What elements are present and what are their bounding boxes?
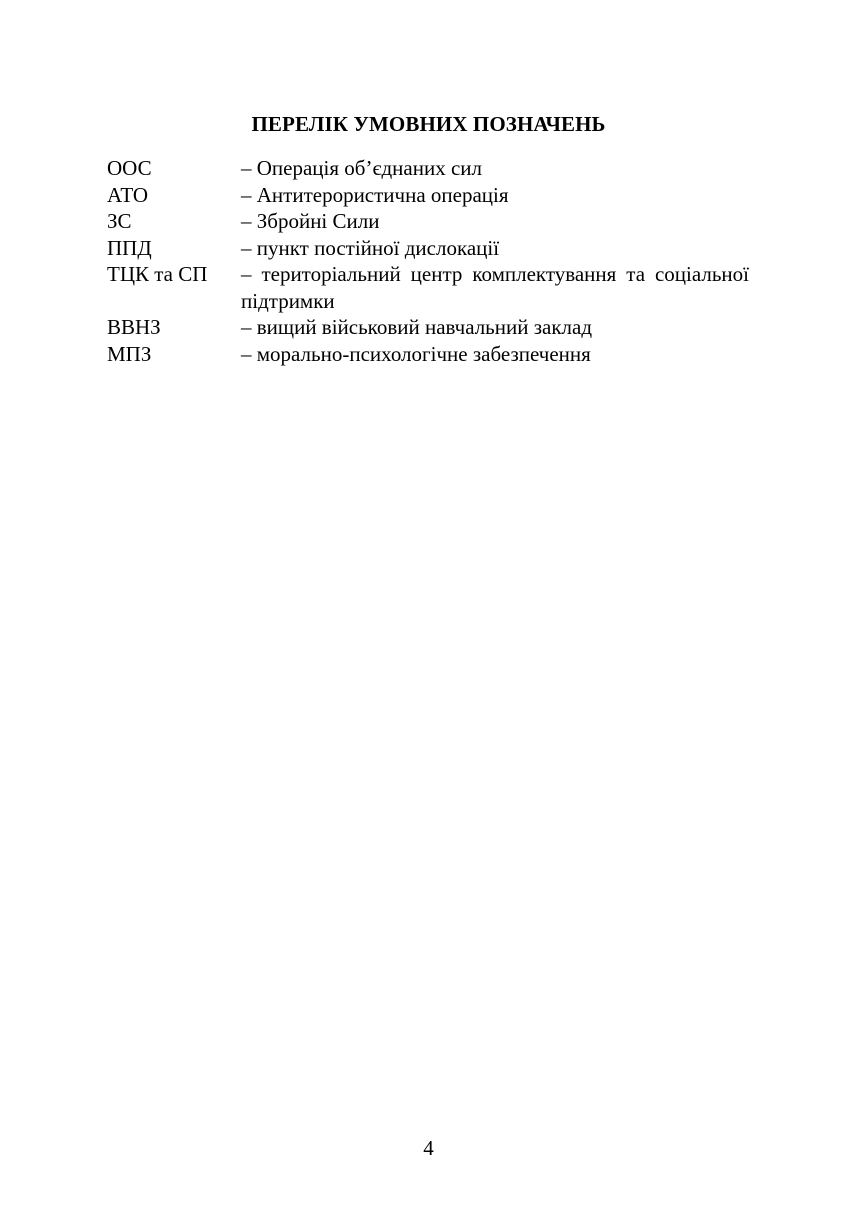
abbreviation-row	[107, 235, 749, 262]
abbreviation-term: ППД	[107, 235, 152, 260]
abbreviation-row	[107, 261, 749, 314]
page-number: 4	[423, 1136, 434, 1160]
abbreviation-term: ЗС	[107, 209, 132, 233]
abbreviation-term: МПЗ	[107, 341, 152, 366]
abbreviation-term: ООС	[107, 156, 152, 180]
abbreviation-definition: – пункт постійної дислокації	[241, 235, 500, 260]
abbreviation-term: АТО	[107, 182, 149, 207]
abbreviation-row	[107, 314, 749, 341]
abbreviation-row	[107, 155, 749, 182]
abbreviation-term: ВВНЗ	[107, 315, 161, 339]
abbreviation-definition: – територіальний центр комплектування та соціальної підтримки	[241, 262, 749, 313]
abbreviation-row	[107, 341, 749, 368]
abbreviation-definition: – Антитерористична операція	[241, 182, 509, 207]
abbreviation-definition: – вищий військовий навчальний заклад	[241, 315, 593, 339]
abbreviation-row	[107, 182, 749, 209]
page-title: ПЕРЕЛІК УМОВНИХ ПОЗНАЧЕНЬ	[251, 112, 606, 136]
abbreviation-list	[107, 155, 749, 367]
abbreviation-definition: – морально-психологічне забезпечення	[241, 341, 591, 366]
abbreviation-row	[107, 208, 749, 235]
abbreviation-definition: – Збройні Сили	[241, 209, 380, 233]
abbreviation-term: ТЦК та СП	[107, 262, 208, 286]
abbreviation-definition: – Операція об’єднаних сил	[241, 156, 482, 180]
